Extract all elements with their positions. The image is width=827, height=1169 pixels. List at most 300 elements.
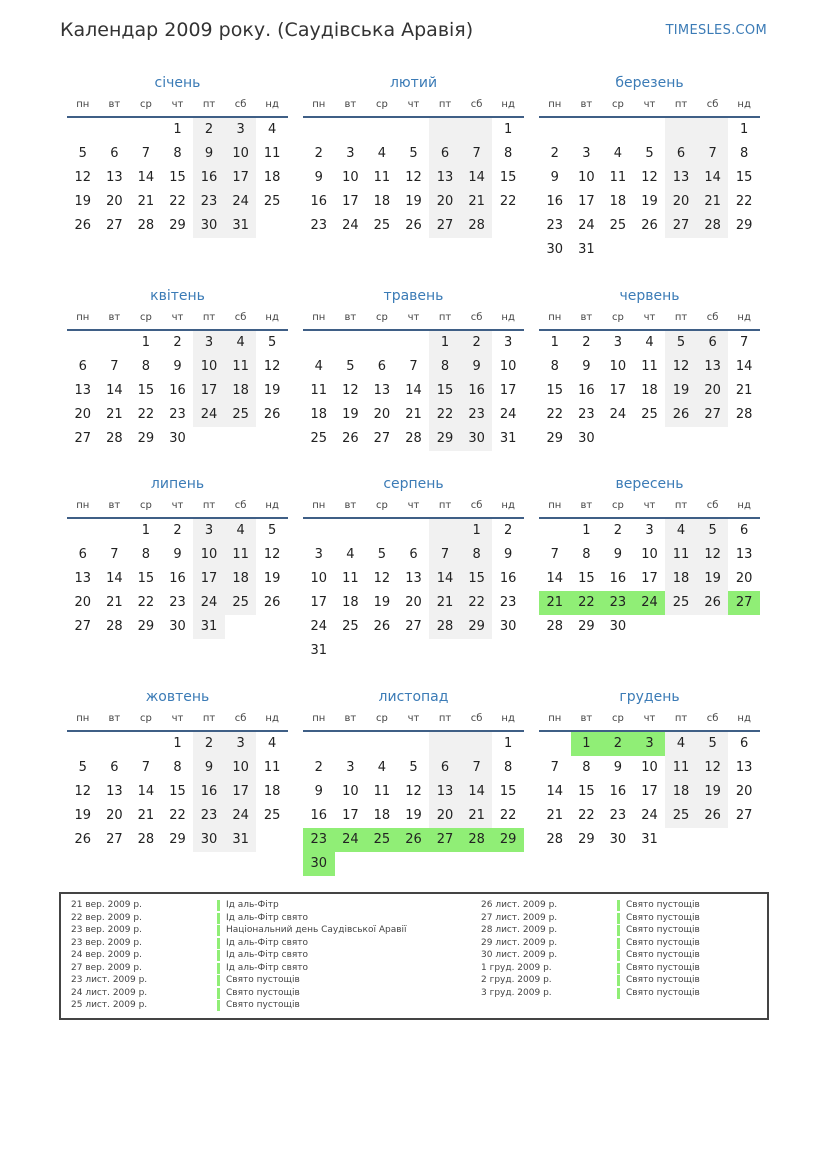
day-cell: 7 [110,547,119,562]
day-cell: 26 [665,403,697,427]
day-cell: 23 [461,403,493,427]
day-cell: 21 [461,190,493,214]
weekday-label: вт [344,713,357,724]
day-cell: 31 [193,615,225,639]
day-cell: 20 [735,784,753,799]
day-cell: 30 [609,619,627,634]
day-cell: 24 [578,218,595,233]
empty-day-cell [429,732,461,756]
legend-holiday-name: Свято пустощів [226,975,300,985]
empty-day-cell [303,732,335,756]
day-cell: 18 [342,595,359,610]
day-cell: 13 [429,780,461,804]
weekday-label: чт [407,99,420,110]
weekday-header [539,708,760,732]
legend-color-marker [617,963,620,974]
weekday-label: вт [108,312,121,323]
weekday-label: ср [611,500,624,511]
day-cell: 18 [225,567,257,591]
day-cell: 2 [173,523,182,538]
empty-day-cell [461,118,493,142]
weekday-label: нд [501,713,515,724]
day-cell: 14 [461,780,493,804]
day-cell: 19 [74,808,92,823]
legend-color-marker [217,925,220,936]
day-cell: 12 [697,543,729,567]
day-cell: 8 [173,146,182,161]
legend-date: 24 вер. 2009 р. [71,950,142,960]
day-cell: 22 [169,808,186,823]
empty-day-cell [130,118,162,142]
day-cell: 6 [78,547,87,562]
day-cell: 14 [697,166,729,190]
day-cell: 13 [735,760,753,775]
month-name: січень [154,75,201,91]
day-cell: 28 [429,615,461,639]
day-cell: 7 [461,756,493,780]
day-cell: 12 [641,170,658,185]
day-cell: 9 [193,142,225,166]
day-cell: 5 [645,146,654,161]
legend-holiday-name: Національний день Саудівської Аравії [226,925,407,935]
day-cell: 15 [429,379,461,403]
day-cell: 3 [504,335,513,350]
day-grid [67,519,288,639]
day-grid [67,732,288,852]
weekday-header [303,495,524,519]
empty-day-cell [335,519,367,543]
day-cell: 25 [665,591,697,615]
weekday-label: сб [470,500,483,511]
day-cell: 3 [193,331,225,355]
empty-day-cell [634,118,666,142]
empty-day-cell [67,118,99,142]
day-cell: 1 [141,523,151,538]
day-cell: 10 [193,355,225,379]
weekday-label: пт [202,99,216,110]
day-cell: 1 [504,736,513,751]
day-cell: 4 [268,736,277,751]
day-cell: 11 [225,355,257,379]
day-cell: 29 [169,218,186,233]
legend-date: 25 лист. 2009 р. [71,1000,148,1010]
legend-color-marker [217,963,220,974]
weekday-label: сб [234,500,247,511]
month-name: травень [383,288,444,304]
weekday-label: пт [438,312,452,323]
day-cell: 16 [169,571,186,586]
day-grid [539,118,760,262]
legend-date: 28 лист. 2009 р. [481,925,558,935]
day-cell: 30 [193,828,225,852]
day-cell: 4 [225,519,257,543]
weekday-header [303,94,524,118]
legend-color-marker [617,900,620,911]
month-name: вересень [615,476,684,492]
day-cell: 27 [106,218,123,233]
day-cell: 7 [461,142,493,166]
day-cell: 8 [582,547,591,562]
weekday-label: нд [265,500,279,511]
weekday-label: ср [139,500,152,511]
weekday-label: ср [611,312,624,323]
day-cell: 11 [609,170,627,185]
day-cell: 8 [141,547,151,562]
day-cell: 23 [499,595,517,610]
day-cell: 8 [504,146,513,161]
day-cell: 7 [740,335,749,350]
day-cell: 28 [106,431,123,446]
weekday-label: пн [548,312,562,323]
day-cell: 5 [78,760,87,775]
day-cell: 19 [405,194,422,209]
day-cell: 8 [504,760,513,775]
month-name: серпень [383,476,444,492]
day-cell: 28 [697,214,729,238]
day-grid [539,732,760,852]
day-cell: 16 [310,808,328,823]
empty-day-cell [697,118,729,142]
day-cell: 24 [225,804,257,828]
day-cell: 29 [578,619,595,634]
day-cell: 26 [697,804,729,828]
day-cell: 20 [74,595,92,610]
day-cell: 27 [665,214,697,238]
weekday-label: ср [139,713,152,724]
day-cell: 5 [409,146,418,161]
day-cell: 3 [314,547,323,562]
day-cell: 25 [665,804,697,828]
weekday-label: чт [643,500,656,511]
day-cell: 13 [74,383,92,398]
day-cell: 9 [461,355,493,379]
day-cell: 8 [141,359,151,374]
day-cell: 19 [263,571,281,586]
day-cell: 16 [169,383,186,398]
day-cell: 18 [225,379,257,403]
day-cell: 13 [665,166,697,190]
day-cell: 15 [546,383,564,398]
day-cell: 22 [137,595,155,610]
legend-row [71,924,471,937]
day-grid [67,331,288,451]
weekday-label: сб [234,312,247,323]
weekday-label: нд [737,99,751,110]
empty-day-cell [539,118,571,142]
day-cell: 7 [697,142,729,166]
weekday-label: пт [438,500,452,511]
day-cell: 2 [582,335,591,350]
holiday-day-cell: 26 [398,828,430,852]
legend-color-marker [617,950,620,961]
legend-color-marker [217,950,220,961]
day-cell: 15 [735,170,753,185]
day-cell: 26 [697,591,729,615]
day-cell: 24 [342,218,359,233]
weekday-label: пн [312,500,326,511]
day-cell: 31 [225,828,257,852]
day-cell: 24 [310,619,328,634]
holiday-day-cell: 28 [461,828,493,852]
day-cell: 8 [582,760,591,775]
day-cell: 16 [193,166,225,190]
day-cell: 3 [613,335,623,350]
holiday-day-cell: 29 [492,828,524,852]
day-cell: 10 [641,760,658,775]
legend-date: 3 груд. 2009 р. [481,987,552,998]
legend-date: 22 вер. 2009 р. [71,912,142,923]
empty-day-cell [99,519,131,543]
weekday-label: пн [76,713,90,724]
weekday-label: ср [611,713,624,724]
weekday-label: пт [674,312,688,323]
day-cell: 27 [373,431,391,446]
day-cell: 13 [106,784,123,799]
weekday-label: ср [375,99,388,110]
day-cell: 23 [578,407,595,422]
day-cell: 6 [740,523,749,538]
day-cell: 28 [137,832,155,847]
day-cell: 7 [141,760,151,775]
day-cell: 22 [546,407,564,422]
legend-holiday-name: Свято пустощів [626,925,700,935]
day-cell: 11 [373,170,391,185]
empty-day-cell [398,519,430,543]
day-cell: 5 [697,519,729,543]
day-cell: 5 [268,335,277,350]
weekday-label: нд [737,713,751,724]
weekday-label: сб [234,99,247,110]
day-cell: 12 [263,359,281,374]
day-cell: 3 [346,760,355,775]
day-cell: 5 [665,331,697,355]
day-cell: 1 [461,519,493,543]
day-cell: 30 [499,619,517,634]
day-grid [539,519,760,639]
day-cell: 21 [697,190,729,214]
day-cell: 14 [461,166,493,190]
day-cell: 1 [504,122,513,137]
empty-day-cell [539,732,571,756]
empty-day-cell [366,118,398,142]
weekday-label: чт [171,312,184,323]
weekday-label: пт [438,713,452,724]
day-cell: 31 [310,643,328,658]
day-cell: 2 [613,523,623,538]
day-cell: 9 [173,359,182,374]
brand-logo[interactable]: TIMESLES.COM [665,23,767,38]
day-cell: 29 [546,431,564,446]
day-cell: 20 [74,407,92,422]
day-cell: 10 [342,784,359,799]
weekday-label: вт [108,99,121,110]
weekday-header [303,307,524,331]
weekday-label: вт [580,713,593,724]
day-cell: 30 [546,242,564,257]
legend-color-marker [617,913,620,924]
empty-day-cell [398,732,430,756]
day-cell: 4 [346,547,355,562]
legend-color-marker [217,988,220,999]
weekday-label: нд [265,713,279,724]
day-cell: 3 [645,523,654,538]
day-cell: 5 [346,359,355,374]
weekday-label: вт [344,312,357,323]
weekday-label: вт [108,713,121,724]
day-cell: 15 [137,571,155,586]
day-cell: 6 [409,547,418,562]
day-grid [67,118,288,238]
legend-row [481,912,761,925]
day-cell: 20 [373,407,391,422]
day-cell: 31 [499,431,517,446]
empty-day-cell [67,331,99,355]
month-name: лютий [389,75,438,91]
month-name: листопад [378,689,449,705]
weekday-label: нд [265,312,279,323]
legend-date: 30 лист. 2009 р. [481,950,558,960]
day-cell: 21 [106,407,123,422]
empty-day-cell [99,331,131,355]
legend-row [481,962,761,975]
day-cell: 29 [735,218,753,233]
day-cell: 13 [429,166,461,190]
holiday-day-cell: 27 [429,828,461,852]
day-cell: 18 [665,567,697,591]
day-grid [303,331,524,451]
holiday-legend [59,892,769,1020]
empty-day-cell [429,519,461,543]
weekday-label: пт [438,99,452,110]
day-cell: 1 [740,122,749,137]
day-cell: 18 [373,194,391,209]
legend-holiday-name: Свято пустощів [626,975,700,985]
day-grid [303,519,524,663]
day-cell: 4 [665,519,697,543]
day-cell: 8 [429,355,461,379]
day-cell: 26 [405,218,422,233]
month-11 [539,686,760,852]
day-cell: 9 [193,756,225,780]
day-cell: 27 [405,619,422,634]
day-cell: 26 [342,431,359,446]
day-cell: 23 [193,804,225,828]
weekday-header [67,94,288,118]
day-cell: 5 [697,732,729,756]
legend-color-marker [217,913,220,924]
day-cell: 11 [373,784,391,799]
day-cell: 5 [377,547,387,562]
month-1 [303,72,524,238]
day-cell: 1 [429,331,461,355]
month-name: жовтень [145,689,210,705]
day-cell: 20 [697,379,729,403]
day-cell: 14 [137,784,155,799]
weekday-label: сб [706,500,719,511]
day-cell: 1 [173,122,182,137]
legend-holiday-name: Свято пустощів [626,912,700,923]
weekday-label: чт [407,312,420,323]
day-cell: 19 [405,808,422,823]
empty-day-cell [130,732,162,756]
legend-row [481,899,761,912]
legend-column-left [71,899,471,1012]
legend-date: 23 лист. 2009 р. [71,975,148,985]
legend-date: 1 груд. 2009 р. [481,962,552,973]
weekday-label: чт [643,713,656,724]
weekday-label: сб [470,99,483,110]
month-2 [539,72,760,262]
day-cell: 12 [373,571,391,586]
day-cell: 26 [641,218,658,233]
day-cell: 7 [429,543,461,567]
day-cell: 29 [429,427,461,451]
day-cell: 30 [193,214,225,238]
day-cell: 19 [641,194,658,209]
day-cell: 24 [193,403,225,427]
legend-row [71,974,471,987]
day-cell: 22 [137,407,155,422]
day-cell: 28 [137,218,155,233]
weekday-label: нд [501,500,515,511]
legend-color-marker [217,1000,220,1011]
day-cell: 16 [461,379,493,403]
day-cell: 17 [578,194,595,209]
day-cell: 9 [550,170,559,185]
weekday-label: пн [548,500,562,511]
empty-day-cell [303,118,335,142]
day-cell: 22 [499,194,517,209]
day-cell: 26 [74,832,92,847]
day-cell: 25 [609,218,627,233]
day-cell: 6 [697,331,729,355]
weekday-label: вт [344,500,357,511]
day-cell: 14 [735,359,753,374]
weekday-label: нд [501,99,515,110]
day-grid [303,732,524,876]
day-cell: 31 [641,832,658,847]
day-cell: 10 [641,547,658,562]
legend-row [71,962,471,975]
day-cell: 2 [314,760,323,775]
day-cell: 29 [578,832,595,847]
legend-holiday-name: Свято пустощів [626,937,700,948]
day-cell: 22 [578,808,595,823]
weekday-label: пн [548,99,562,110]
day-cell: 4 [613,146,623,161]
day-cell: 28 [405,431,422,446]
day-cell: 26 [74,218,92,233]
day-cell: 16 [310,194,328,209]
empty-day-cell [67,519,99,543]
holiday-day-cell: 1 [571,732,603,756]
month-6 [67,473,288,639]
day-cell: 2 [461,331,493,355]
holiday-day-cell: 22 [571,591,603,615]
day-cell: 4 [268,122,277,137]
weekday-label: нд [737,500,751,511]
day-cell: 25 [310,431,328,446]
day-cell: 17 [310,595,328,610]
day-cell: 30 [169,619,186,634]
legend-holiday-name: Свято пустощів [626,962,700,973]
holiday-day-cell: 2 [602,732,634,756]
legend-color-marker [217,975,220,986]
legend-row [481,924,761,937]
day-cell: 3 [225,732,257,756]
empty-day-cell [461,732,493,756]
day-cell: 10 [499,359,517,374]
